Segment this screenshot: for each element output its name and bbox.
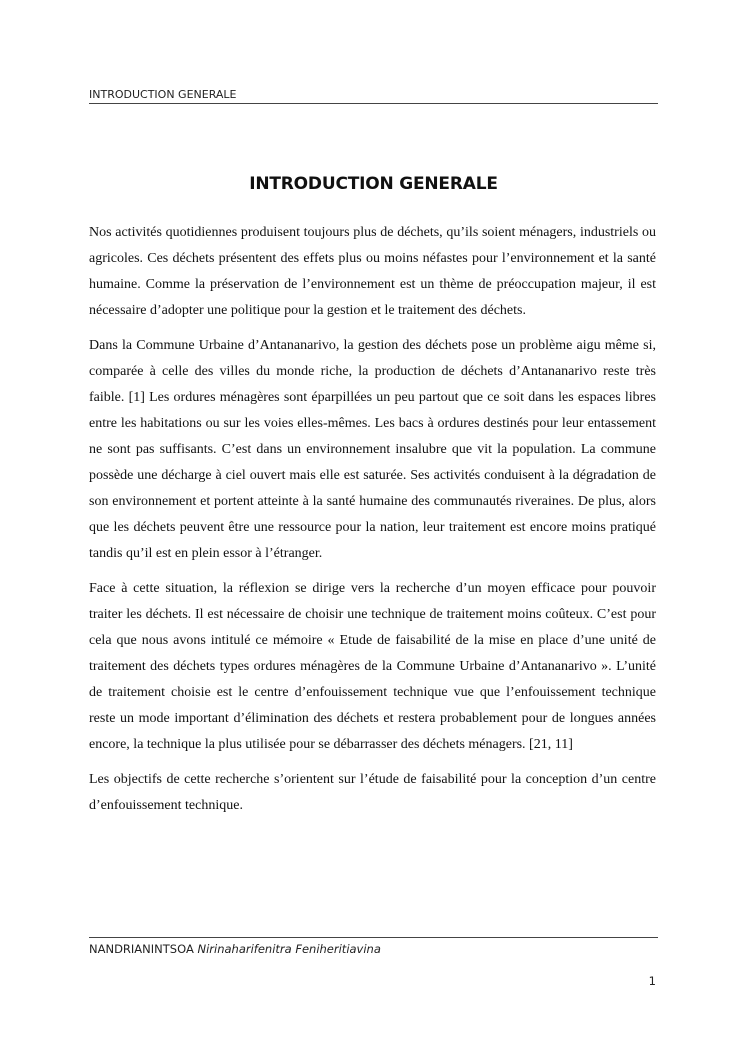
- author-given-names: Nirinaharifenitra Feniheritiavina: [197, 942, 381, 956]
- paragraph: Face à cette situation, la réflexion se dirige vers la recherche d’un moyen efficace pour pouvoir traiter les déchets. Il est nécessaire de choisir une technique de traitement moins coûteux. C’est pour cela que nous avons intitulé ce mémoire « Etude de faisabilité de la mise en place d’une unité de traitement des déchets types ordures ménagères de la Commune Urbaine d’Antananarivo ». L’unité de traitement choisie est le centre d’enfouissement technique vue que l’enfouissement technique reste un mode important d’élimination des déchets et restera probablement pour de longues années encore, la technique la plus utilisée pour se débarrasser des déchets ménagers. [21, 11]: [89, 581, 656, 752]
- footer-author: [89, 942, 658, 956]
- author-surname: NANDRIANINTSOA: [89, 942, 194, 956]
- paragraph: Les objectifs de cette recherche s’orientent sur l’étude de faisabilité pour la conception d’un centre d’enfouissement technique.: [89, 772, 656, 813]
- body-text: [89, 220, 656, 828]
- section-title: INTRODUCTION GENERALE: [249, 174, 498, 194]
- paragraph: Nos activités quotidiennes produisent toujours plus de déchets, qu’ils soient ménagers, industriels ou agricoles. Ces déchets présentent des effets plus ou moins néfastes pour l’environnement et la santé humaine. Comme la préservation de l’environnement est un thème de préoccupation majeur, il est nécessaire d’adopter une politique pour la gestion et le traitement des déchets.: [89, 225, 656, 318]
- paragraph: Dans la Commune Urbaine d’Antananarivo, la gestion des déchets pose un problème aigu même si, comparée à celle des villes du monde riche, la production de déchets d’Antananarivo reste très faible. [1] Les ordures ménagères sont éparpillées un peu partout que ce soit dans les espaces libres entre les habitations ou sur les voies elles-mêmes. Les bacs à ordures destinés pour leur entassement ne sont pas suffisants. C’est dans un environnement insalubre que vit la population. La commune possède une décharge à ciel ouvert mais elle est saturée. Ses activités conduisent à la dégradation de son environnement et portent atteinte à la santé humaine des communautés riveraines. De plus, alors que les déchets peuvent être une ressource pour la nation, leur traitement est encore moins pratiqué tandis qu’il est en plein essor à l’étranger.: [89, 338, 656, 561]
- running-header: INTRODUCTION GENERALE: [89, 88, 658, 104]
- page-number: 1: [648, 974, 656, 988]
- footer-divider: [89, 937, 658, 938]
